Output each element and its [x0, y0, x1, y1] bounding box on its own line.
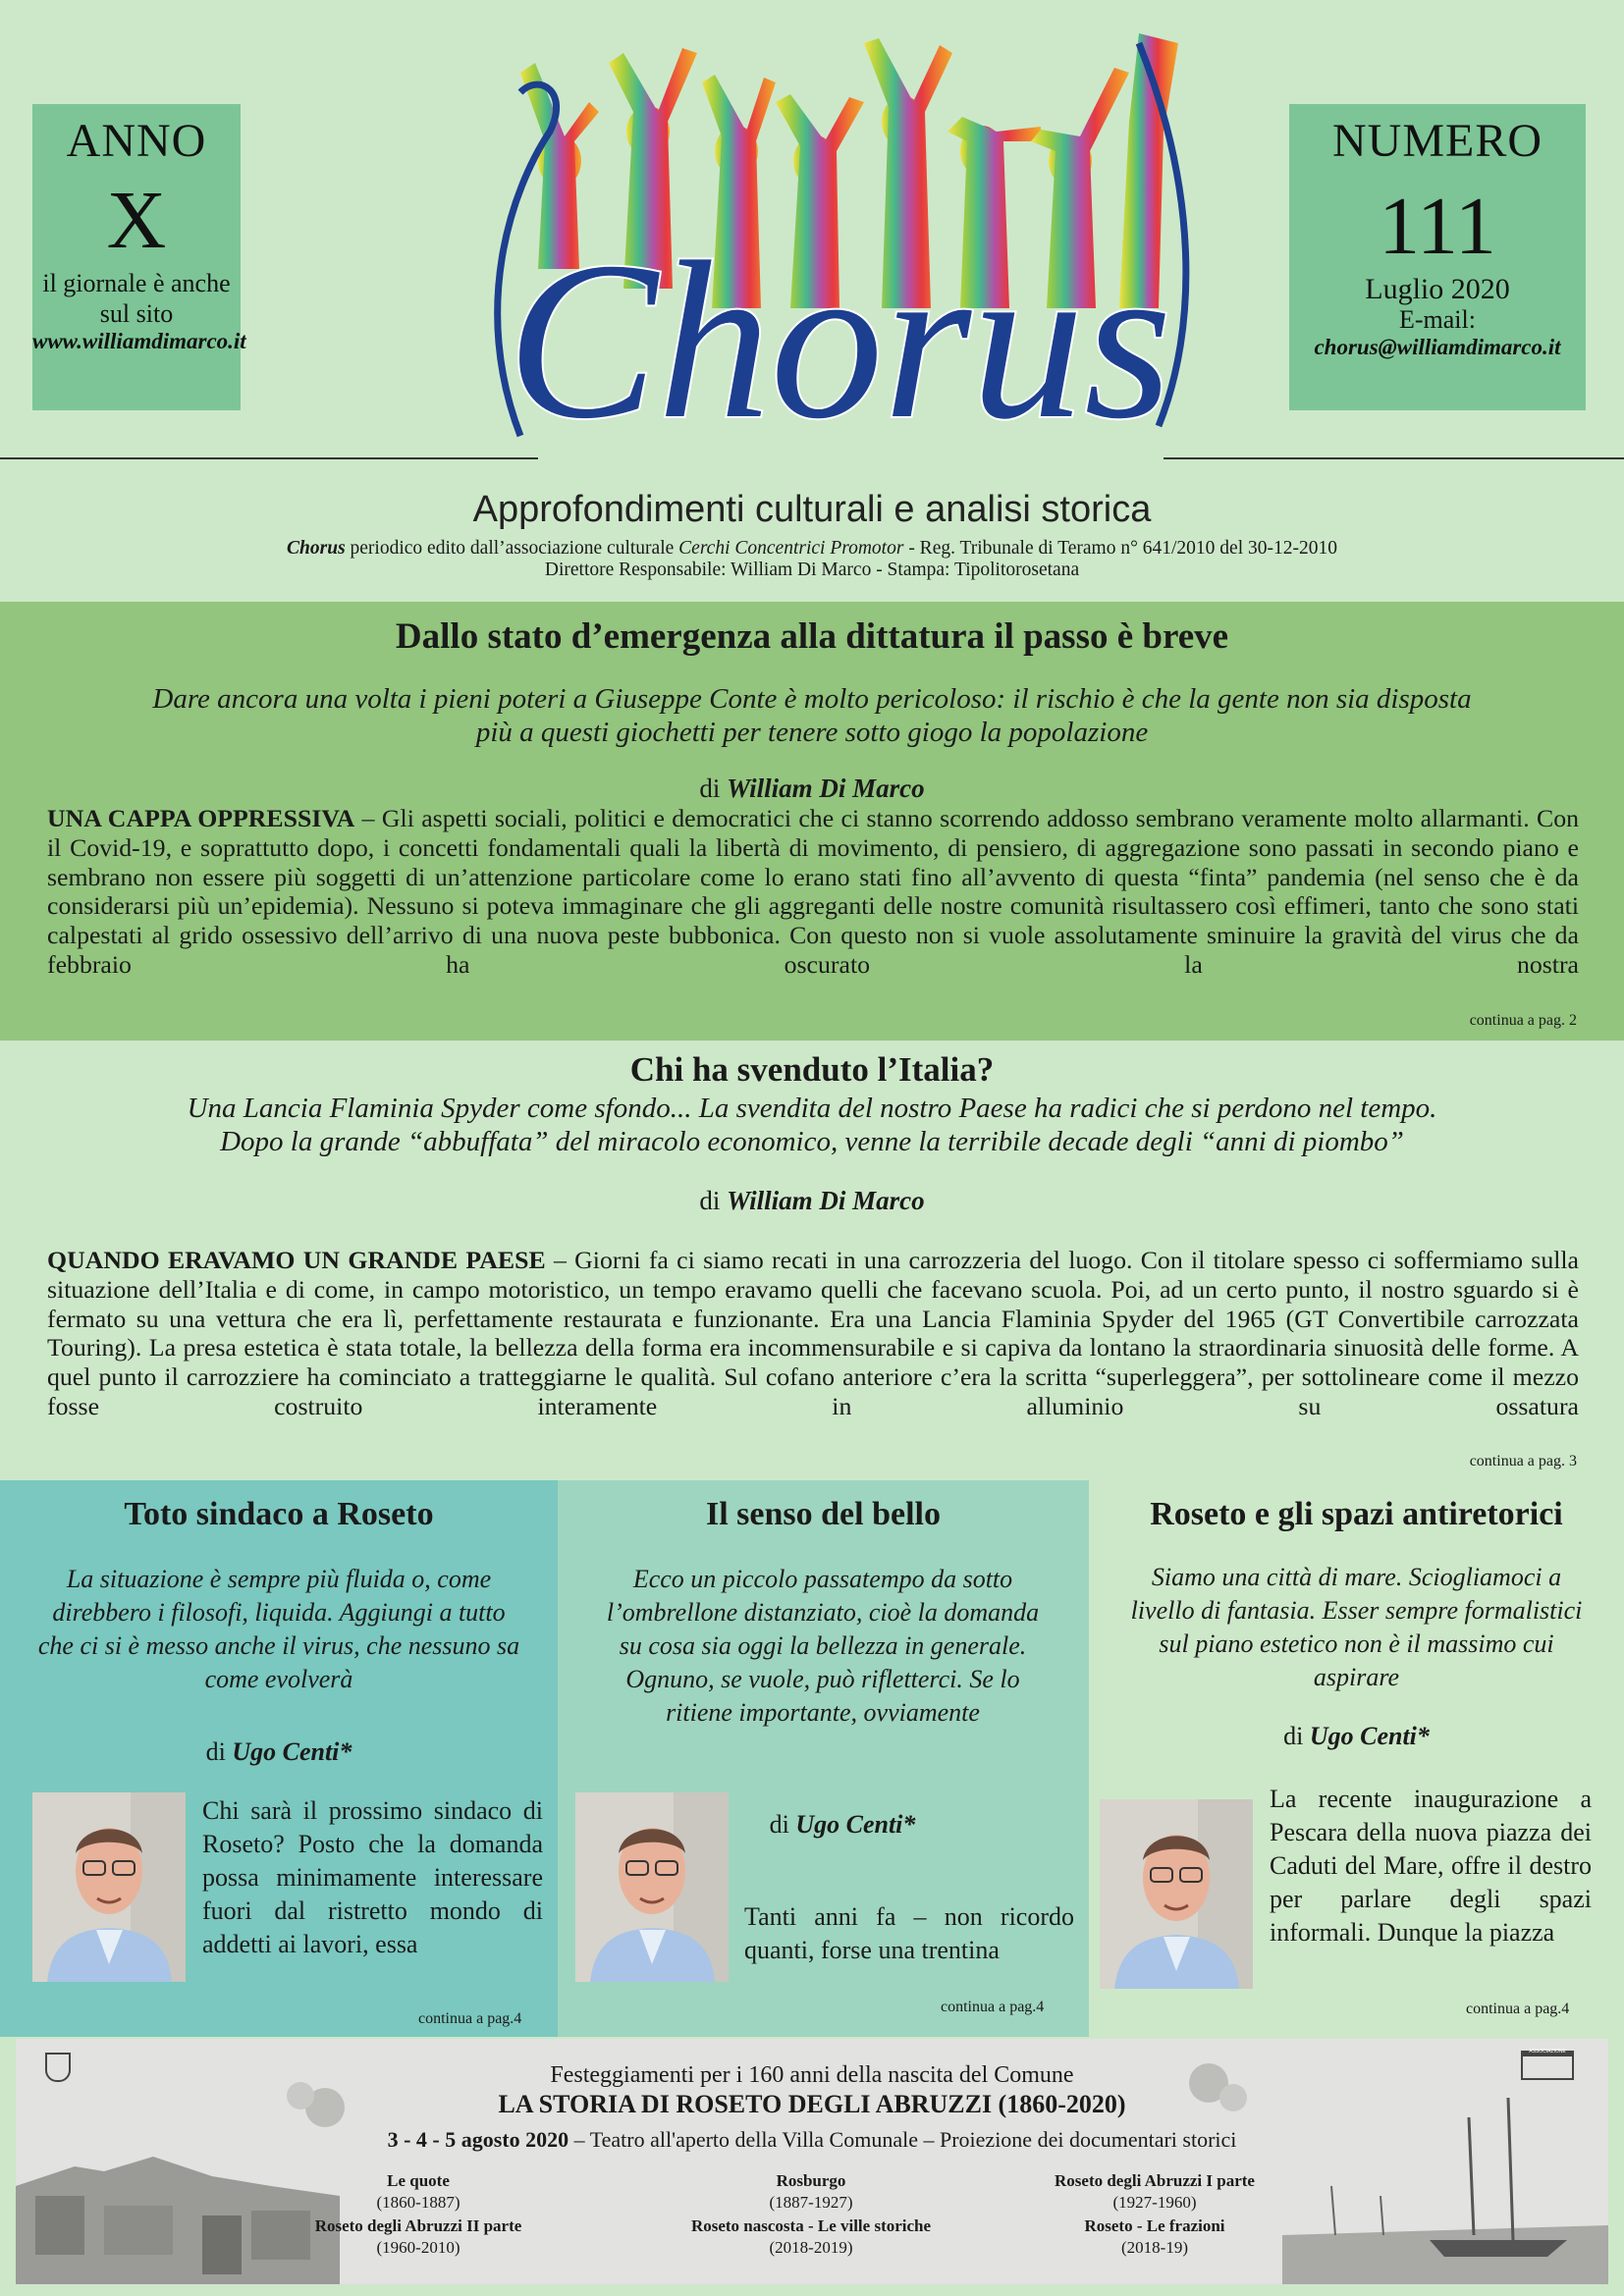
article-2-byline — [0, 1186, 1624, 1216]
column-3 — [1089, 1480, 1624, 2037]
banner-line-1: Festeggiamenti per i 160 anni della nascita del Comune — [550, 2062, 1074, 2088]
article-2-deck — [0, 1092, 1624, 1158]
column-1-by-prefix: di — [205, 1737, 233, 1766]
chorus-logo-graphic — [452, 14, 1227, 465]
banner-dates-bold: 3 - 4 - 5 agosto 2020 — [387, 2127, 569, 2152]
column-2-body: Tanti anni fa – non ricordo quanti, forse una trentina — [744, 1902, 1074, 1964]
column-1-deck: La situazione è sempre più fluida o, come direbbero i filosofi, liquida. Aggiungi a tutto che ci si è messo anche il virus, che nessuno sa come evolverà — [37, 1565, 520, 1693]
article-2-deck-line-2: Dopo la grande “abbuffata” del miracolo economico, venne la terribile decade degli “anni di piombo” — [220, 1126, 1404, 1157]
article-2-title[interactable]: Chi ha svenduto l’Italia? — [629, 1050, 995, 1089]
numero-value: 111 — [1379, 181, 1496, 272]
banner-item-3 — [998, 2170, 1312, 2214]
column-2-by-prefix: di — [769, 1810, 796, 1839]
article-1-text: – Gli aspetti sociali, politici e democratici che ci stanno scorrendo addosso sembrano veramente molto allarmanti. Con il Covid-19, e soprattutto dopo, i concetti fondamentali quali la libertà di movimento, di pensiero, di aggregazione sono passati in secondo piano e sembrano non essere più soggetti di un’attenzione particolare come lo erano stati fino all’avvento di questa “finta” pandemia (nel senso che è da considerarsi più un’epidemia). Nessuno si poteva immaginare che gli aggreganti delle nostre comunità risultassero così effimeri, tanto che sono stati calpestati al grido ossessivo dell’arrivo di una nuova peste bubbonica. Con questo non si vuole assolutamente sminuire la gravità del virus che da febbraio ha oscurato la nostra — [47, 804, 1579, 979]
author-photo — [32, 1792, 186, 1982]
issue-date: Luglio 2020 — [1365, 273, 1510, 305]
article-2-text: – Giorni fa ci siamo recati in una carrozzeria del luogo. Con il titolare spesso ci soffermiamo sulla situazione dell’Italia e di come, in campo motoristico, un tempo eravamo quelli che facevano scuola. Poi, ad un certo punto, il nostro sguardo si è fermato su una vettura che era lì, perfettamente restaurata e funzionante. Era una Lancia Flaminia Spyder del 1965 (GT Convertibile carrozzata Touring). La presa estetica è stata totale, la bellezza della forma era incommensurabile e si capiva da lontano la straordinaria sinuosità delle forme. A quel punto il carrozziere ha cominciato a tratteggiarne le qualità. Sul cofano anteriore c’era la scritta “superleggera”, per sottolineare come il mezzo fosse costruito interamente in alluminio su ossatura — [47, 1246, 1579, 1420]
banner-item-5-name: Roseto nascosta - Le ville storiche — [690, 2216, 932, 2235]
anno-label: ANNO — [66, 115, 207, 167]
logo-text: Chorus — [507, 215, 1172, 465]
article-2-continue[interactable]: continua a pag. 3 — [1469, 1453, 1577, 1469]
column-1-byline — [0, 1737, 558, 1767]
article-1-deck-line-1: Dare ancora una volta i pieni poteri a Giuseppe Conte è molto pericoloso: il rischio è che la gente non sia disposta — [152, 683, 1472, 715]
banner-item-4-name: Roseto degli Abruzzi II parte — [314, 2216, 522, 2235]
author-portrait-graphic — [32, 1792, 186, 1982]
banner-item-6-name: Roseto - Le frazioni — [1084, 2216, 1225, 2235]
chorus-logo — [452, 14, 1227, 465]
site-line-2: sul sito — [99, 299, 174, 328]
article-2 — [0, 1041, 1624, 1480]
column-1-body: Chi sarà il prossimo sindaco di Roseto? Posto che la domanda possa minimamente interessare fuori dal ristretto mondo di addetti ai lavori, essa — [202, 1796, 543, 1958]
column-1-continue[interactable]: continua a pag.4 — [418, 2010, 522, 2027]
column-2-author: Ugo Centi* — [795, 1810, 916, 1839]
banner-item-5-years: (2018-2019) — [769, 2238, 853, 2257]
banner-item-4 — [242, 2216, 595, 2259]
column-3-by-prefix: di — [1283, 1722, 1310, 1750]
banner-item-1 — [310, 2170, 526, 2214]
banner-item-3-years: (1927-1960) — [1112, 2193, 1197, 2212]
article-2-author: William Di Marco — [727, 1186, 925, 1215]
article-1-author: William Di Marco — [727, 774, 925, 803]
numero-box — [1289, 104, 1586, 410]
column-2-byline — [646, 1810, 1039, 1840]
anno-value: X — [106, 175, 167, 266]
column-2-deck: Ecco un piccolo passatempo da sotto l’ombrellone distanziato, cioè la domanda su cosa sia oggi la bellezza in generale. Ognuno, se vuole, può rifletterci. Se lo ritiene importante, ovviamente — [606, 1565, 1040, 1727]
subtitle: Approfondimenti culturali e analisi storica — [472, 489, 1152, 530]
banner-dates — [16, 2127, 1608, 2153]
publisher-chorus: Chorus — [287, 538, 346, 559]
banner-item-2-years: (1887-1927) — [769, 2193, 853, 2212]
numero-label: NUMERO — [1331, 115, 1543, 167]
publisher-director: Direttore Responsabile: William Di Marco - Stampa: Tipolitorosetana — [544, 560, 1080, 580]
banner-item-6 — [1017, 2216, 1292, 2259]
banner-item-5 — [624, 2216, 998, 2259]
publisher-text-b: - Reg. Tribunale di Teramo n° 641/2010 del 30-12-2010 — [903, 538, 1337, 559]
banner-item-1-years: (1860-1887) — [376, 2193, 460, 2212]
author-photo — [1100, 1799, 1253, 1989]
email-label: E-mail: — [1399, 305, 1476, 334]
article-1-deck — [0, 682, 1624, 749]
column-1-author: Ugo Centi* — [232, 1737, 352, 1766]
masthead-rule-right — [1164, 457, 1624, 459]
event-banner — [16, 2039, 1608, 2284]
article-1-title[interactable]: Dallo stato d’emergenza alla dittatura il passo è breve — [395, 616, 1229, 657]
article-2-by-prefix: di — [699, 1186, 728, 1215]
association-logo-text: ASSOCIAZIONE — [1529, 2049, 1566, 2055]
article-1-byline — [0, 774, 1624, 804]
column-3-body: La recente inaugurazione a Pescara della nuova piazza dei Caduti del Mare, offre il destro per parlare degli spazi informali. Dunque la piazza — [1270, 1785, 1592, 1947]
article-2-body — [47, 1246, 1579, 1452]
publisher-assoc: Cerchi Concentrici Promotor — [678, 538, 904, 559]
site-line-1: il giornale è anche — [42, 269, 231, 297]
article-1-deck-line-2: più a questi giochetti per tenere sotto giogo la popolazione — [475, 717, 1149, 748]
anno-box — [32, 104, 246, 410]
article-1-continue[interactable]: continua a pag. 2 — [1469, 1012, 1577, 1029]
publisher-info — [0, 538, 1624, 581]
banner-item-2 — [644, 2170, 978, 2214]
banner-item-4-years: (1960-2010) — [376, 2238, 460, 2257]
article-2-lead: QUANDO ERAVAMO UN GRANDE PAESE — [47, 1246, 546, 1274]
banner-dates-rest: – Teatro all'aperto della Villa Comunale – Proiezione dei documentari storici — [568, 2127, 1237, 2152]
banner-item-3-name: Roseto degli Abruzzi I parte — [1055, 2171, 1255, 2190]
column-3-author: Ugo Centi* — [1309, 1722, 1430, 1750]
banner-line-2: LA STORIA DI ROSETO DEGLI ABRUZZI (1860-2020) — [498, 2090, 1126, 2118]
author-portrait-graphic — [1100, 1799, 1253, 1989]
banner-item-6-years: (2018-19) — [1121, 2238, 1188, 2257]
column-3-byline — [1089, 1722, 1624, 1751]
article-1-lead: UNA CAPPA OPPRESSIVA — [47, 804, 355, 832]
column-3-title[interactable]: Roseto e gli spazi antiretorici — [1150, 1496, 1563, 1532]
column-1 — [0, 1480, 558, 2037]
article-1-body — [47, 804, 1579, 1008]
site-url[interactable]: www.williamdimarco.it — [32, 329, 246, 353]
article-2-deck-line-1: Una Lancia Flaminia Spyder come sfondo... La svendita del nostro Paese ha radici che si perdono nel tempo. — [187, 1093, 1437, 1124]
column-3-continue[interactable]: continua a pag.4 — [1466, 2001, 1570, 2017]
publisher-text-a: periodico edito dall’associazione culturale — [345, 538, 679, 559]
column-1-title[interactable]: Toto sindaco a Roseto — [124, 1496, 434, 1532]
column-2-continue[interactable]: continua a pag.4 — [941, 1999, 1045, 2015]
banner-item-2-name: Rosburgo — [776, 2171, 846, 2190]
column-2 — [558, 1480, 1089, 2037]
article-1-by-prefix: di — [699, 774, 728, 803]
banner-item-1-name: Le quote — [387, 2171, 450, 2190]
column-3-deck: Siamo una città di mare. Sciogliamoci a livello di fantasia. Esser sempre formalistici sul piano estetico non è il massimo cui aspirare — [1130, 1563, 1583, 1691]
article-1 — [0, 602, 1624, 1041]
column-2-title[interactable]: Il senso del bello — [706, 1496, 941, 1532]
email-address[interactable]: chorus@williamdimarco.it — [1314, 335, 1561, 359]
